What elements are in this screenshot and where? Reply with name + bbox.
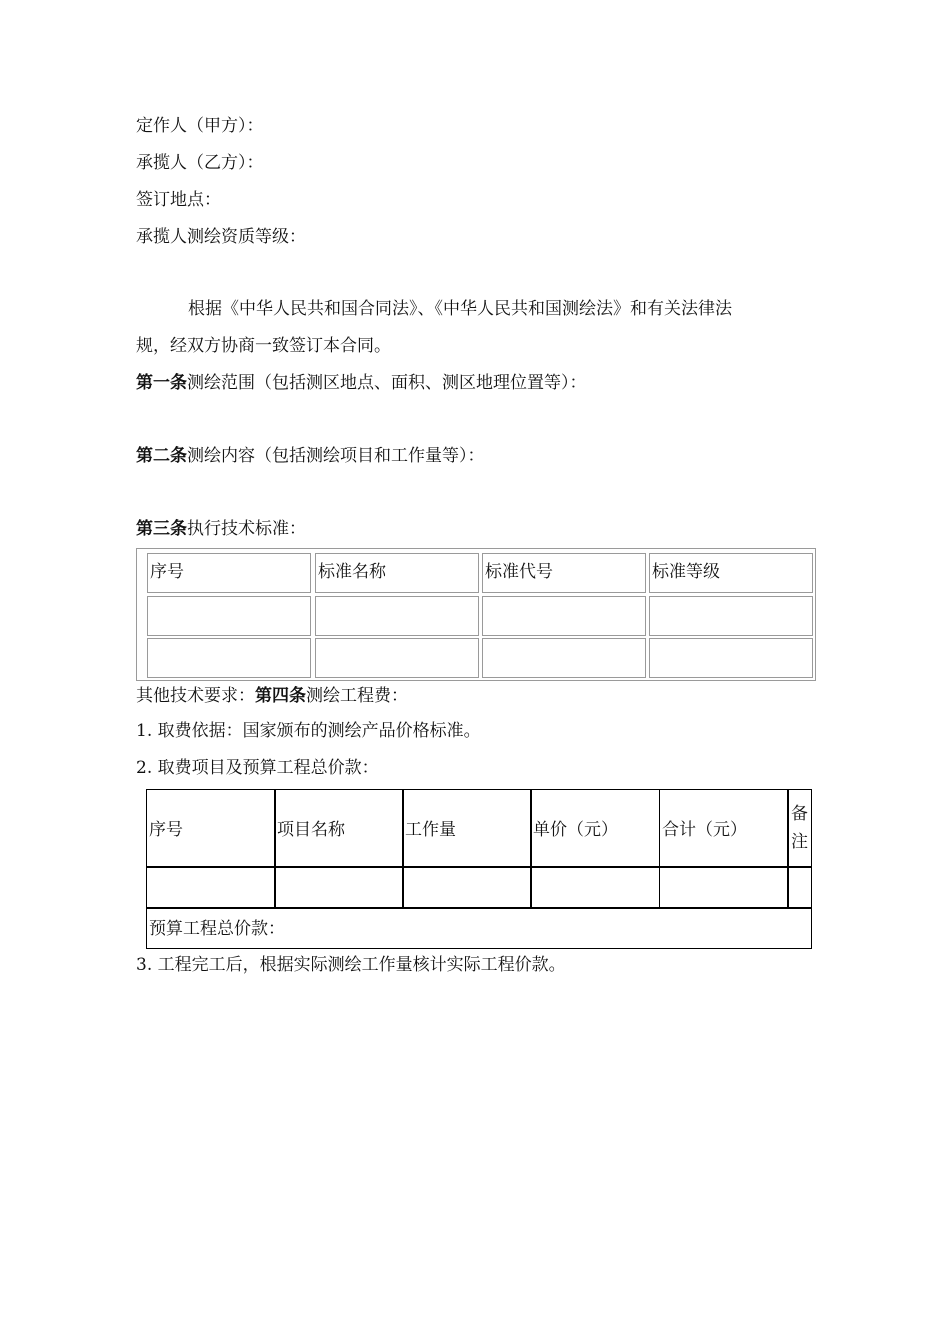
- standards-row-2-cell-2[interactable]: [315, 638, 479, 678]
- fee-header-remarks-char-1: 备: [791, 804, 808, 824]
- article-1-title: 第一条: [136, 373, 187, 393]
- standards-row-1-cell-1[interactable]: [147, 596, 311, 636]
- fee-row-1-cell-2[interactable]: [274, 866, 404, 909]
- standards-table: [136, 548, 816, 681]
- fee-item-3: 3. 工程完工后，根据实际测绘工作量核计实际工程价款。: [136, 955, 566, 975]
- article-3-text: 执行技术标准：: [187, 519, 306, 539]
- standards-row-1-cell-2[interactable]: [315, 596, 479, 636]
- standards-row-2-cell-4[interactable]: [649, 638, 813, 678]
- fee-header-unit-price: 单价（元）: [530, 789, 660, 868]
- fee-header-item-name: 项目名称: [274, 789, 404, 868]
- other-requirements-label: 其他技术要求：: [136, 686, 255, 706]
- article-4-title: 第四条: [255, 686, 306, 706]
- contractor-label: 承揽人（乙方）：: [136, 153, 264, 173]
- fee-header-index: 序号: [146, 789, 276, 868]
- article-1: [136, 373, 587, 393]
- article-2: [136, 446, 485, 466]
- other-requirements: [136, 686, 408, 706]
- fee-item-1: 1. 取费依据：国家颁布的测绘产品价格标准。: [136, 721, 481, 741]
- standards-row-2-cell-3[interactable]: [482, 638, 646, 678]
- fee-header-remarks-char-2: 注: [791, 832, 808, 852]
- signing-place-label: 签订地点：: [136, 190, 221, 210]
- preamble-line-2: 规，经双方协商一致签订本合同。: [136, 336, 391, 356]
- fee-row-1-cell-1[interactable]: [146, 866, 276, 909]
- fee-item-2: 2. 取费项目及预算工程总价款：: [136, 758, 379, 778]
- client-label: 定作人（甲方）：: [136, 116, 264, 136]
- article-1-text: 测绘范围（包括测区地点、面积、测区地理位置等）：: [187, 373, 587, 393]
- preamble-line-1: 根据《中华人民共和国合同法》、《中华人民共和国测绘法》和有关法律法: [188, 299, 732, 319]
- article-2-title: 第二条: [136, 446, 187, 466]
- fee-row-1-cell-3[interactable]: [402, 866, 532, 909]
- fee-row-1-cell-6[interactable]: [787, 866, 812, 909]
- standards-header-index: 序号: [147, 553, 311, 593]
- standards-header-level: 标准等级: [649, 553, 813, 593]
- standards-row-1-cell-3[interactable]: [482, 596, 646, 636]
- fee-header-remarks: [787, 789, 812, 868]
- fee-total-row[interactable]: 预算工程总价款：: [146, 907, 812, 949]
- standards-header-code: 标准代号: [482, 553, 646, 593]
- article-4-text: 测绘工程费：: [306, 686, 408, 706]
- article-3-title: 第三条: [136, 519, 187, 539]
- fee-table: [146, 789, 812, 949]
- standards-header-name: 标准名称: [315, 553, 479, 593]
- standards-row-1-cell-4[interactable]: [649, 596, 813, 636]
- article-2-text: 测绘内容（包括测绘项目和工作量等）：: [187, 446, 485, 466]
- fee-row-1-cell-4[interactable]: [530, 866, 660, 909]
- fee-header-quantity: 工作量: [402, 789, 532, 868]
- fee-header-subtotal: 合计（元）: [659, 789, 789, 868]
- qualification-label: 承揽人测绘资质等级：: [136, 227, 306, 247]
- article-3: [136, 519, 306, 539]
- fee-row-1-cell-5[interactable]: [659, 866, 789, 909]
- standards-row-2-cell-1[interactable]: [147, 638, 311, 678]
